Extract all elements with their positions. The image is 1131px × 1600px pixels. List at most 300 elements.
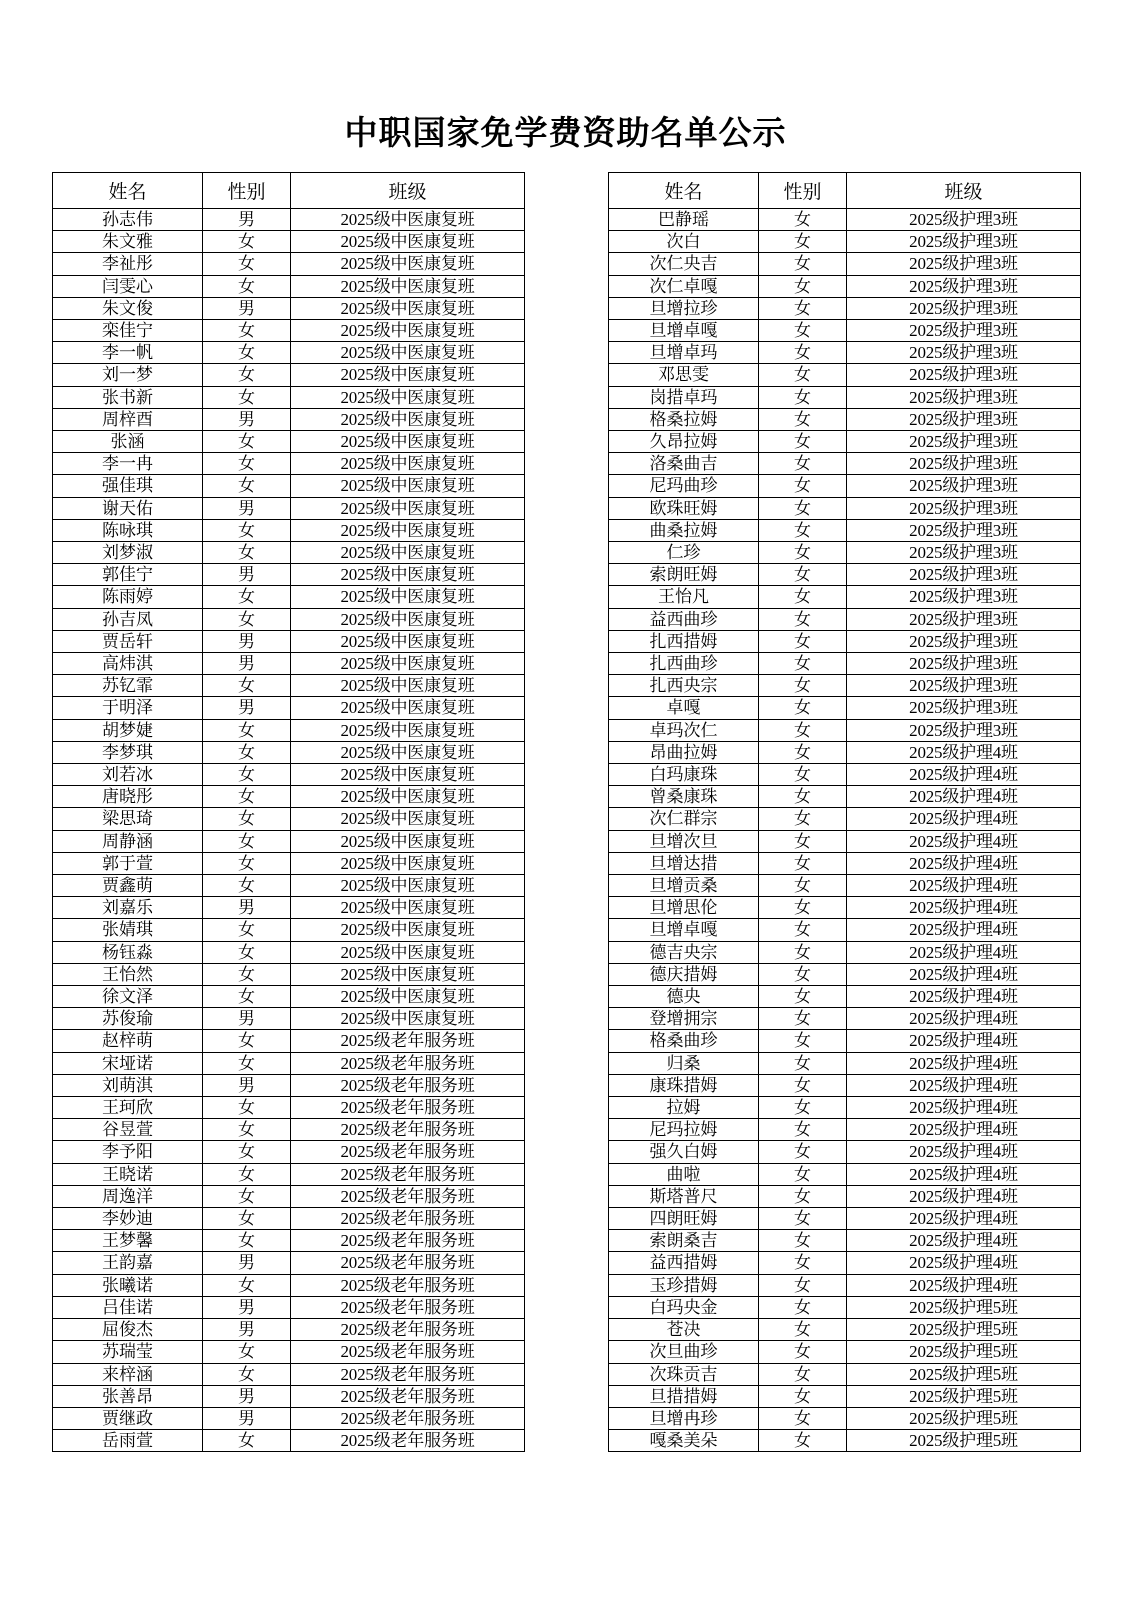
cell-class: 2025级中医康复班 — [291, 564, 525, 586]
cell-gender: 女 — [203, 364, 291, 386]
cell-name: 格桑曲珍 — [609, 1030, 759, 1052]
table-row — [53, 608, 525, 630]
cell-name: 次仁群宗 — [609, 808, 759, 830]
cell-gender: 女 — [759, 1030, 847, 1052]
table-row — [53, 1052, 525, 1074]
cell-gender: 女 — [759, 1296, 847, 1318]
cell-name: 李祉彤 — [53, 253, 203, 275]
table-row — [609, 519, 1081, 541]
cell-class: 2025级护理3班 — [847, 275, 1081, 297]
cell-class: 2025级中医康复班 — [291, 519, 525, 541]
cell-class: 2025级护理4班 — [847, 1274, 1081, 1296]
cell-class: 2025级老年服务班 — [291, 1385, 525, 1407]
table-row — [609, 453, 1081, 475]
table-row — [609, 875, 1081, 897]
cell-gender: 男 — [203, 897, 291, 919]
table-row — [53, 1407, 525, 1429]
page-title: 中职国家免学费资助名单公示 — [344, 116, 787, 152]
cell-class: 2025级中医康复班 — [291, 941, 525, 963]
column-header-name: 姓名 — [609, 172, 759, 208]
cell-class: 2025级护理4班 — [847, 963, 1081, 985]
cell-name: 旦增思伦 — [609, 897, 759, 919]
cell-gender: 女 — [759, 564, 847, 586]
cell-name: 旦增次旦 — [609, 830, 759, 852]
table-header-right — [609, 172, 1081, 208]
cell-gender: 女 — [759, 253, 847, 275]
table-body-left — [53, 208, 525, 1451]
cell-gender: 女 — [759, 1208, 847, 1230]
cell-name: 扎西央宗 — [609, 675, 759, 697]
cell-gender: 女 — [759, 1163, 847, 1185]
cell-gender: 女 — [203, 1341, 291, 1363]
table-row — [609, 208, 1081, 230]
cell-gender: 女 — [203, 963, 291, 985]
cell-name: 郭佳宁 — [53, 564, 203, 586]
cell-gender: 女 — [759, 675, 847, 697]
cell-name: 王珂欣 — [53, 1097, 203, 1119]
cell-name: 岗措卓玛 — [609, 386, 759, 408]
table-row — [609, 564, 1081, 586]
cell-gender: 女 — [759, 852, 847, 874]
cell-class: 2025级老年服务班 — [291, 1274, 525, 1296]
table-row — [609, 497, 1081, 519]
table-row — [609, 1030, 1081, 1052]
cell-gender: 女 — [759, 808, 847, 830]
cell-class: 2025级护理4班 — [847, 1097, 1081, 1119]
cell-gender: 女 — [203, 1141, 291, 1163]
cell-name: 旦增卓玛 — [609, 342, 759, 364]
cell-name: 高炜淇 — [53, 653, 203, 675]
cell-gender: 女 — [759, 1097, 847, 1119]
table-row — [53, 1341, 525, 1363]
table-row — [609, 897, 1081, 919]
cell-gender: 女 — [759, 608, 847, 630]
cell-gender: 女 — [759, 1185, 847, 1207]
cell-gender: 男 — [203, 1252, 291, 1274]
cell-gender: 女 — [759, 497, 847, 519]
cell-name: 王韵嘉 — [53, 1252, 203, 1274]
column-header-class: 班级 — [291, 172, 525, 208]
cell-class: 2025级老年服务班 — [291, 1208, 525, 1230]
cell-class: 2025级护理4班 — [847, 875, 1081, 897]
cell-name: 李梦琪 — [53, 741, 203, 763]
cell-class: 2025级护理5班 — [847, 1319, 1081, 1341]
cell-name: 刘一梦 — [53, 364, 203, 386]
cell-gender: 女 — [203, 764, 291, 786]
cell-gender: 女 — [759, 1252, 847, 1274]
cell-gender: 女 — [759, 364, 847, 386]
table-row — [53, 408, 525, 430]
cell-name: 次仁央吉 — [609, 253, 759, 275]
cell-class: 2025级护理5班 — [847, 1385, 1081, 1407]
cell-name: 尼玛拉姆 — [609, 1119, 759, 1141]
cell-gender: 男 — [203, 208, 291, 230]
table-row — [609, 1097, 1081, 1119]
table-row — [53, 897, 525, 919]
cell-gender: 女 — [759, 1074, 847, 1096]
cell-class: 2025级中医康复班 — [291, 319, 525, 341]
table-row — [609, 1208, 1081, 1230]
cell-name: 归桑 — [609, 1052, 759, 1074]
cell-class: 2025级护理4班 — [847, 1185, 1081, 1207]
cell-class: 2025级护理5班 — [847, 1296, 1081, 1318]
cell-gender: 女 — [203, 986, 291, 1008]
cell-name: 宋垭诺 — [53, 1052, 203, 1074]
cell-gender: 女 — [203, 1119, 291, 1141]
table-row — [609, 1385, 1081, 1407]
cell-name: 旦增达措 — [609, 852, 759, 874]
table-row — [53, 1074, 525, 1096]
table-row — [53, 1030, 525, 1052]
cell-gender: 女 — [203, 1430, 291, 1452]
cell-gender: 女 — [203, 1185, 291, 1207]
cell-name: 来梓涵 — [53, 1363, 203, 1385]
cell-name: 胡梦婕 — [53, 719, 203, 741]
cell-class: 2025级护理3班 — [847, 208, 1081, 230]
cell-name: 旦增冉珍 — [609, 1407, 759, 1429]
cell-name: 赵梓萌 — [53, 1030, 203, 1052]
cell-name: 刘萌淇 — [53, 1074, 203, 1096]
cell-class: 2025级中医康复班 — [291, 541, 525, 563]
table-body-right — [609, 208, 1081, 1451]
cell-gender: 女 — [759, 786, 847, 808]
table-row — [609, 386, 1081, 408]
roster-tables-container — [0, 172, 1131, 1452]
table-row — [53, 630, 525, 652]
cell-gender: 女 — [759, 586, 847, 608]
cell-name: 索朗桑吉 — [609, 1230, 759, 1252]
cell-name: 刘梦淑 — [53, 541, 203, 563]
cell-name: 德吉央宗 — [609, 941, 759, 963]
cell-gender: 男 — [203, 408, 291, 430]
table-row — [53, 1252, 525, 1274]
cell-gender: 女 — [759, 430, 847, 452]
cell-class: 2025级护理3班 — [847, 319, 1081, 341]
cell-gender: 女 — [759, 963, 847, 985]
table-row — [53, 1296, 525, 1318]
cell-class: 2025级中医康复班 — [291, 231, 525, 253]
table-row — [609, 342, 1081, 364]
cell-class: 2025级护理4班 — [847, 830, 1081, 852]
cell-class: 2025级老年服务班 — [291, 1363, 525, 1385]
cell-gender: 女 — [759, 1230, 847, 1252]
cell-class: 2025级护理3班 — [847, 586, 1081, 608]
cell-class: 2025级中医康复班 — [291, 852, 525, 874]
table-row — [609, 786, 1081, 808]
cell-gender: 女 — [203, 1274, 291, 1296]
cell-name: 孙吉凤 — [53, 608, 203, 630]
table-row — [609, 697, 1081, 719]
cell-name: 周梓酉 — [53, 408, 203, 430]
cell-name: 闫雯心 — [53, 275, 203, 297]
cell-name: 次白 — [609, 231, 759, 253]
cell-gender: 女 — [759, 208, 847, 230]
table-row — [53, 719, 525, 741]
cell-class: 2025级护理4班 — [847, 1141, 1081, 1163]
cell-name: 旦增拉珍 — [609, 297, 759, 319]
cell-class: 2025级护理4班 — [847, 1163, 1081, 1185]
cell-class: 2025级中医康复班 — [291, 963, 525, 985]
table-row — [53, 741, 525, 763]
cell-gender: 女 — [203, 808, 291, 830]
cell-class: 2025级护理3班 — [847, 475, 1081, 497]
cell-class: 2025级老年服务班 — [291, 1074, 525, 1096]
cell-name: 白玛央金 — [609, 1296, 759, 1318]
cell-name: 王怡凡 — [609, 586, 759, 608]
table-row — [53, 231, 525, 253]
cell-gender: 女 — [759, 1407, 847, 1429]
cell-class: 2025级护理3班 — [847, 430, 1081, 452]
table-row — [609, 1252, 1081, 1274]
cell-name: 李予阳 — [53, 1141, 203, 1163]
cell-class: 2025级护理3班 — [847, 608, 1081, 630]
cell-gender: 女 — [203, 1363, 291, 1385]
cell-gender: 女 — [759, 941, 847, 963]
table-row — [53, 430, 525, 452]
cell-gender: 女 — [203, 875, 291, 897]
table-row — [609, 963, 1081, 985]
table-row — [53, 764, 525, 786]
cell-gender: 男 — [203, 697, 291, 719]
cell-gender: 女 — [203, 675, 291, 697]
table-row — [53, 386, 525, 408]
column-header-class: 班级 — [847, 172, 1081, 208]
cell-name: 苏瑞莹 — [53, 1341, 203, 1363]
cell-name: 徐文泽 — [53, 986, 203, 1008]
table-row — [609, 319, 1081, 341]
cell-gender: 女 — [759, 1274, 847, 1296]
table-row — [609, 1185, 1081, 1207]
cell-class: 2025级老年服务班 — [291, 1230, 525, 1252]
cell-class: 2025级中医康复班 — [291, 786, 525, 808]
cell-gender: 女 — [759, 408, 847, 430]
cell-gender: 女 — [759, 1052, 847, 1074]
cell-name: 白玛康珠 — [609, 764, 759, 786]
cell-class: 2025级护理4班 — [847, 764, 1081, 786]
table-row — [53, 1319, 525, 1341]
cell-gender: 女 — [759, 897, 847, 919]
cell-class: 2025级中医康复班 — [291, 808, 525, 830]
cell-name: 巴静瑶 — [609, 208, 759, 230]
cell-name: 久昂拉姆 — [609, 430, 759, 452]
cell-gender: 女 — [203, 1208, 291, 1230]
cell-gender: 女 — [759, 830, 847, 852]
cell-class: 2025级中医康复班 — [291, 608, 525, 630]
cell-class: 2025级护理4班 — [847, 897, 1081, 919]
cell-name: 王梦馨 — [53, 1230, 203, 1252]
table-row — [53, 941, 525, 963]
table-row — [53, 1141, 525, 1163]
table-row — [609, 741, 1081, 763]
table-row — [609, 364, 1081, 386]
table-row — [53, 830, 525, 852]
cell-class: 2025级护理3班 — [847, 630, 1081, 652]
cell-class: 2025级老年服务班 — [291, 1163, 525, 1185]
cell-name: 强佳琪 — [53, 475, 203, 497]
table-row — [609, 1430, 1081, 1452]
cell-name: 旦措措姆 — [609, 1385, 759, 1407]
table-row — [609, 1119, 1081, 1141]
cell-name: 贾继政 — [53, 1407, 203, 1429]
cell-name: 拉姆 — [609, 1097, 759, 1119]
table-row — [609, 1052, 1081, 1074]
cell-class: 2025级护理3班 — [847, 297, 1081, 319]
table-row — [53, 1363, 525, 1385]
table-row — [53, 963, 525, 985]
cell-gender: 女 — [203, 741, 291, 763]
cell-name: 贾岳轩 — [53, 630, 203, 652]
table-row — [609, 475, 1081, 497]
cell-class: 2025级护理3班 — [847, 408, 1081, 430]
table-row — [609, 1296, 1081, 1318]
table-row — [609, 1141, 1081, 1163]
table-row — [53, 1185, 525, 1207]
cell-gender: 男 — [203, 1407, 291, 1429]
cell-gender: 女 — [759, 541, 847, 563]
cell-gender: 女 — [759, 875, 847, 897]
cell-class: 2025级护理5班 — [847, 1341, 1081, 1363]
cell-name: 仁珍 — [609, 541, 759, 563]
cell-class: 2025级老年服务班 — [291, 1341, 525, 1363]
cell-gender: 女 — [759, 1363, 847, 1385]
cell-class: 2025级老年服务班 — [291, 1185, 525, 1207]
table-row — [609, 653, 1081, 675]
cell-gender: 女 — [759, 1430, 847, 1452]
cell-gender: 女 — [759, 764, 847, 786]
cell-gender: 女 — [203, 253, 291, 275]
table-row — [53, 1097, 525, 1119]
table-row — [609, 830, 1081, 852]
cell-name: 扎西曲珍 — [609, 653, 759, 675]
table-row — [609, 941, 1081, 963]
cell-gender: 女 — [759, 986, 847, 1008]
cell-gender: 女 — [759, 297, 847, 319]
cell-name: 陈雨婷 — [53, 586, 203, 608]
cell-name: 张曦诺 — [53, 1274, 203, 1296]
cell-gender: 女 — [759, 919, 847, 941]
cell-gender: 女 — [759, 630, 847, 652]
cell-class: 2025级中医康复班 — [291, 275, 525, 297]
table-header-left — [53, 172, 525, 208]
cell-name: 益西措姆 — [609, 1252, 759, 1274]
cell-class: 2025级护理4班 — [847, 919, 1081, 941]
table-row — [609, 275, 1081, 297]
cell-name: 次旦曲珍 — [609, 1341, 759, 1363]
cell-class: 2025级中医康复班 — [291, 764, 525, 786]
cell-class: 2025级护理4班 — [847, 986, 1081, 1008]
cell-name: 陈咏琪 — [53, 519, 203, 541]
cell-gender: 女 — [203, 1230, 291, 1252]
cell-gender: 女 — [759, 519, 847, 541]
cell-name: 邓思雯 — [609, 364, 759, 386]
cell-name: 刘嘉乐 — [53, 897, 203, 919]
cell-gender: 女 — [203, 941, 291, 963]
cell-gender: 女 — [759, 741, 847, 763]
cell-name: 周静涵 — [53, 830, 203, 852]
cell-class: 2025级老年服务班 — [291, 1119, 525, 1141]
cell-class: 2025级中医康复班 — [291, 675, 525, 697]
cell-class: 2025级护理3班 — [847, 231, 1081, 253]
cell-name: 杨钰淼 — [53, 941, 203, 963]
cell-gender: 女 — [203, 231, 291, 253]
cell-gender: 男 — [203, 1385, 291, 1407]
cell-class: 2025级中医康复班 — [291, 386, 525, 408]
cell-name: 张书新 — [53, 386, 203, 408]
cell-name: 郭于萱 — [53, 852, 203, 874]
cell-class: 2025级中医康复班 — [291, 630, 525, 652]
cell-name: 朱文雅 — [53, 231, 203, 253]
cell-name: 卓玛次仁 — [609, 719, 759, 741]
cell-gender: 女 — [203, 1097, 291, 1119]
table-row — [53, 1163, 525, 1185]
table-row — [53, 1008, 525, 1030]
cell-name: 康珠措姆 — [609, 1074, 759, 1096]
cell-gender: 女 — [203, 1163, 291, 1185]
cell-class: 2025级护理4班 — [847, 941, 1081, 963]
table-row — [609, 297, 1081, 319]
cell-gender: 女 — [759, 319, 847, 341]
cell-class: 2025级中医康复班 — [291, 586, 525, 608]
table-row — [53, 519, 525, 541]
table-row — [53, 808, 525, 830]
cell-class: 2025级护理3班 — [847, 675, 1081, 697]
cell-class: 2025级护理3班 — [847, 497, 1081, 519]
cell-name: 益西曲珍 — [609, 608, 759, 630]
table-row — [53, 541, 525, 563]
cell-class: 2025级护理4班 — [847, 808, 1081, 830]
cell-gender: 女 — [203, 319, 291, 341]
table-row — [53, 1208, 525, 1230]
cell-class: 2025级中医康复班 — [291, 430, 525, 452]
table-row — [609, 1163, 1081, 1185]
cell-gender: 女 — [203, 275, 291, 297]
table-row — [53, 1385, 525, 1407]
cell-class: 2025级护理3班 — [847, 342, 1081, 364]
cell-gender: 女 — [203, 919, 291, 941]
cell-gender: 女 — [203, 608, 291, 630]
header-row — [53, 172, 525, 208]
cell-class: 2025级护理4班 — [847, 852, 1081, 874]
cell-name: 苏俊瑜 — [53, 1008, 203, 1030]
table-row — [609, 231, 1081, 253]
table-row — [609, 919, 1081, 941]
column-header-gender: 性别 — [203, 172, 291, 208]
table-row — [53, 919, 525, 941]
cell-class: 2025级中医康复班 — [291, 875, 525, 897]
cell-class: 2025级老年服务班 — [291, 1296, 525, 1318]
cell-gender: 女 — [759, 1008, 847, 1030]
table-row — [609, 764, 1081, 786]
cell-name: 李一帆 — [53, 342, 203, 364]
cell-name: 四朗旺姆 — [609, 1208, 759, 1230]
table-row — [53, 653, 525, 675]
cell-name: 王晓诺 — [53, 1163, 203, 1185]
cell-gender: 女 — [203, 430, 291, 452]
cell-class: 2025级中医康复班 — [291, 830, 525, 852]
table-row — [53, 208, 525, 230]
cell-name: 朱文俊 — [53, 297, 203, 319]
roster-table-right — [608, 172, 1081, 1452]
cell-name: 次仁卓嘎 — [609, 275, 759, 297]
cell-class: 2025级老年服务班 — [291, 1430, 525, 1452]
cell-name: 张婧琪 — [53, 919, 203, 941]
table-row — [53, 475, 525, 497]
cell-name: 谷昱萱 — [53, 1119, 203, 1141]
cell-gender: 女 — [203, 386, 291, 408]
cell-gender: 女 — [203, 719, 291, 741]
table-row — [609, 808, 1081, 830]
table-row — [53, 1230, 525, 1252]
